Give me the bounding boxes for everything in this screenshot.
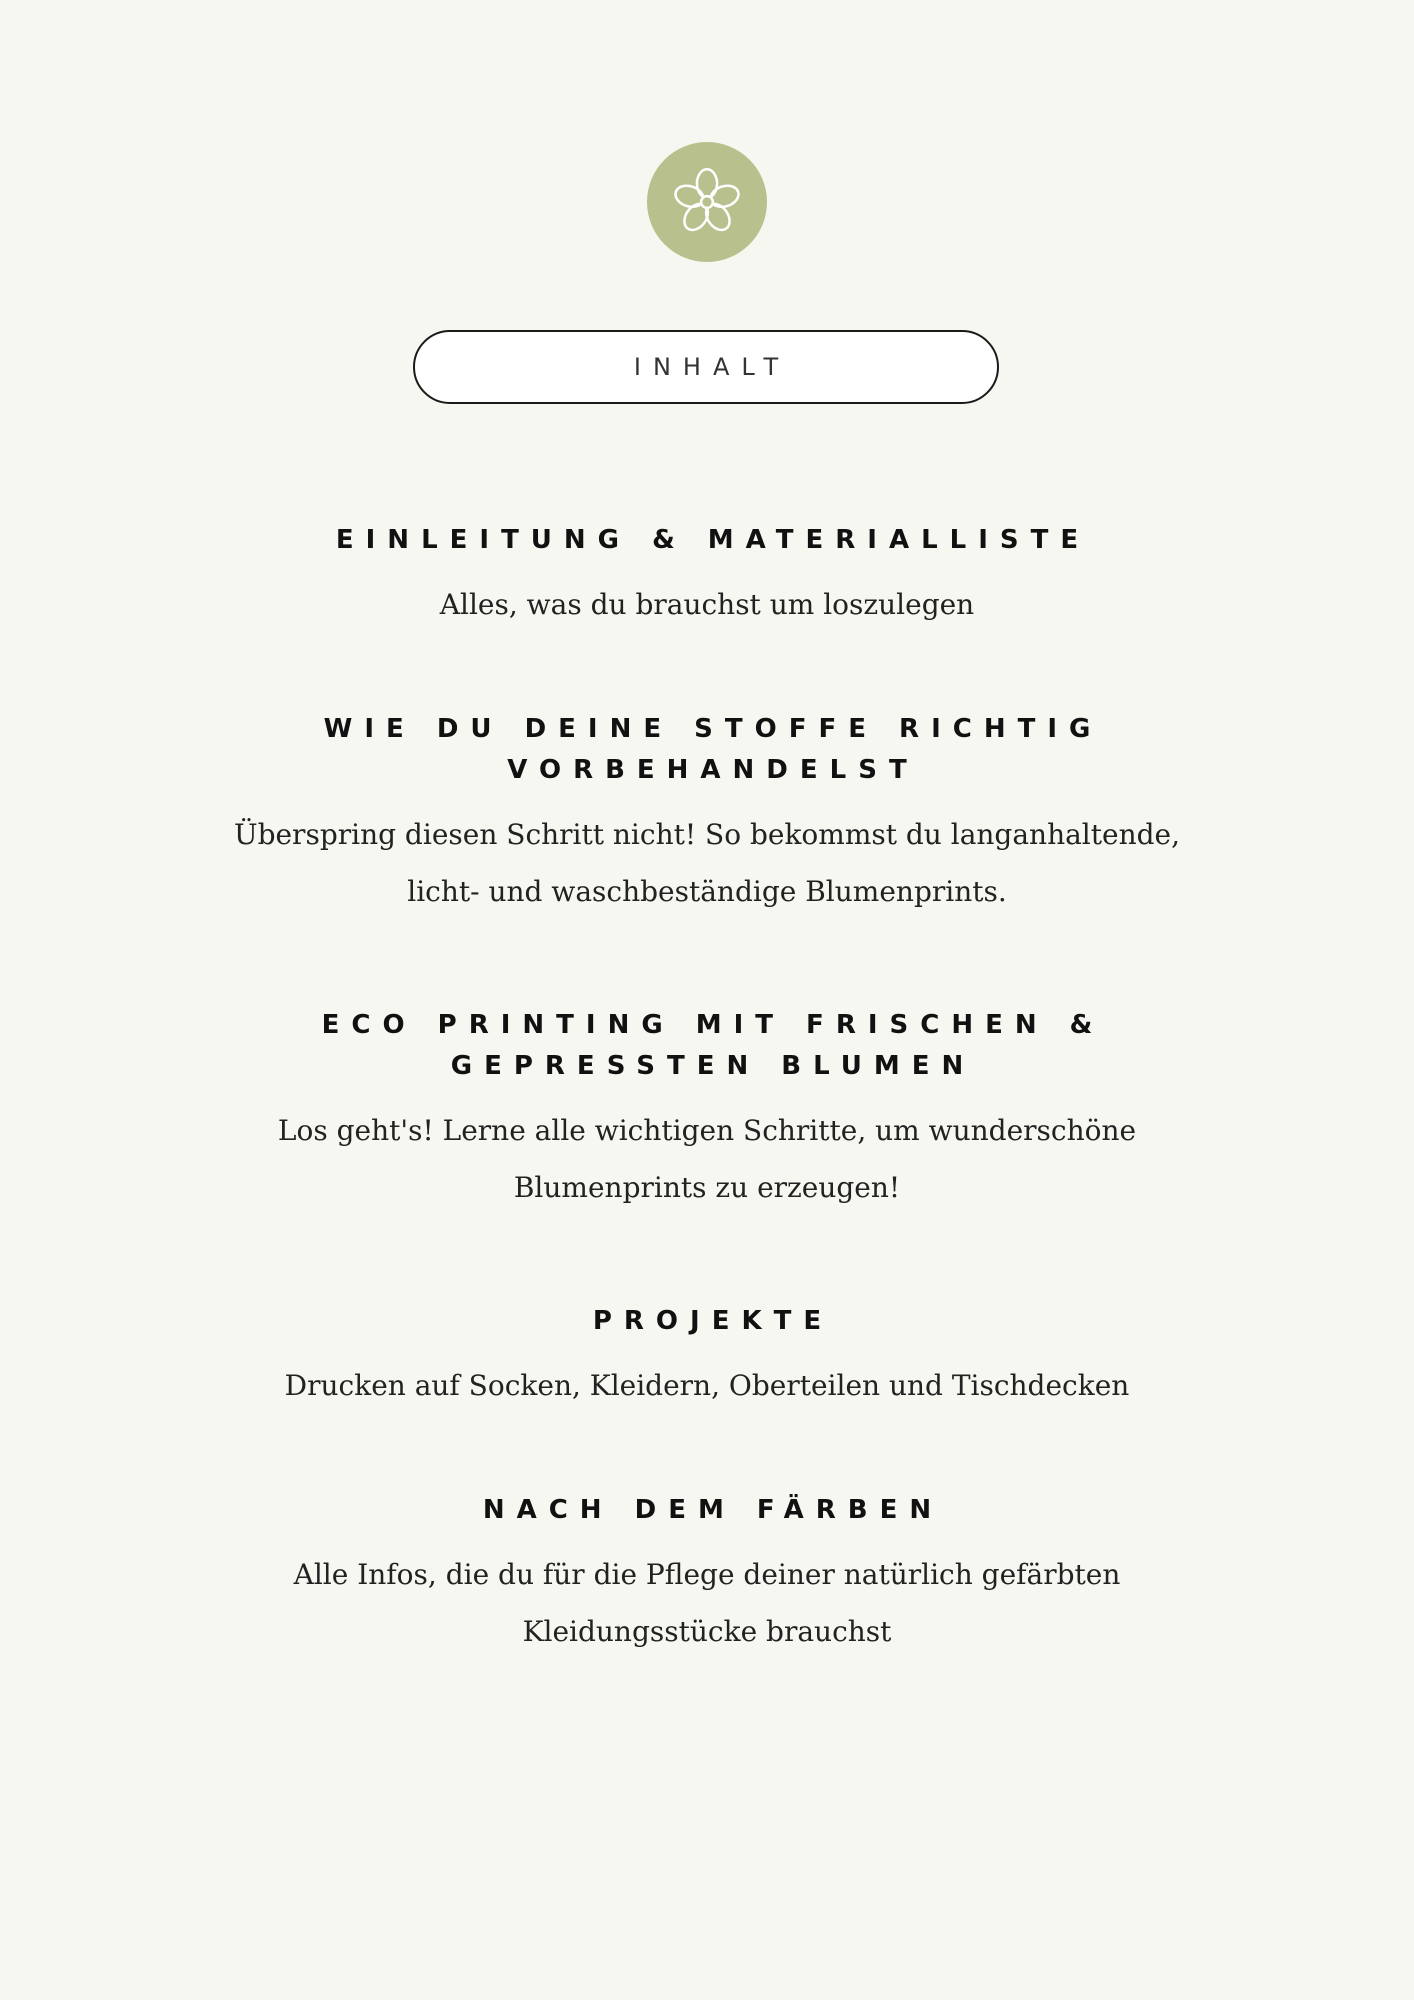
toc-heading-pill — [413, 330, 999, 404]
toc-section-aftercare[interactable] — [157, 1490, 1257, 1660]
logo-badge — [647, 142, 767, 262]
flower-icon — [665, 160, 749, 244]
section-title: ECO PRINTING MIT FRISCHEN & GEPRESSTEN BLUMEN — [321, 1010, 1105, 1081]
toc-section-pretreatment[interactable] — [157, 709, 1257, 920]
section-title: NACH DEM FÄRBEN — [482, 1495, 944, 1525]
toc-section-eco-printing[interactable] — [157, 1005, 1257, 1216]
toc-section-introduction[interactable] — [157, 520, 1257, 633]
section-description: Überspring diesen Schritt nicht! So bekommst du langanhaltende, licht- und waschbeständige Blumenprints. — [233, 818, 1181, 908]
table-of-contents — [157, 520, 1257, 1660]
section-description: Alles, was du brauchst um loszulegen — [439, 588, 975, 621]
section-title: EINLEITUNG & MATERIALLISTE — [335, 525, 1091, 555]
section-title: PROJEKTE — [592, 1306, 834, 1336]
toc-heading: INHALT — [633, 353, 791, 381]
toc-section-projects[interactable] — [157, 1301, 1257, 1414]
section-description: Los geht's! Lerne alle wichtigen Schritte, um wunderschöne Blumenprints zu erzeugen! — [277, 1114, 1137, 1204]
section-description: Alle Infos, die du für die Pflege deiner natürlich gefärbten Kleidungsstücke brauchst — [293, 1558, 1121, 1648]
section-description: Drucken auf Socken, Kleidern, Oberteilen und Tischdecken — [284, 1369, 1130, 1402]
section-title: WIE DU DEINE STOFFE RICHTIG VORBEHANDELST — [323, 714, 1103, 785]
